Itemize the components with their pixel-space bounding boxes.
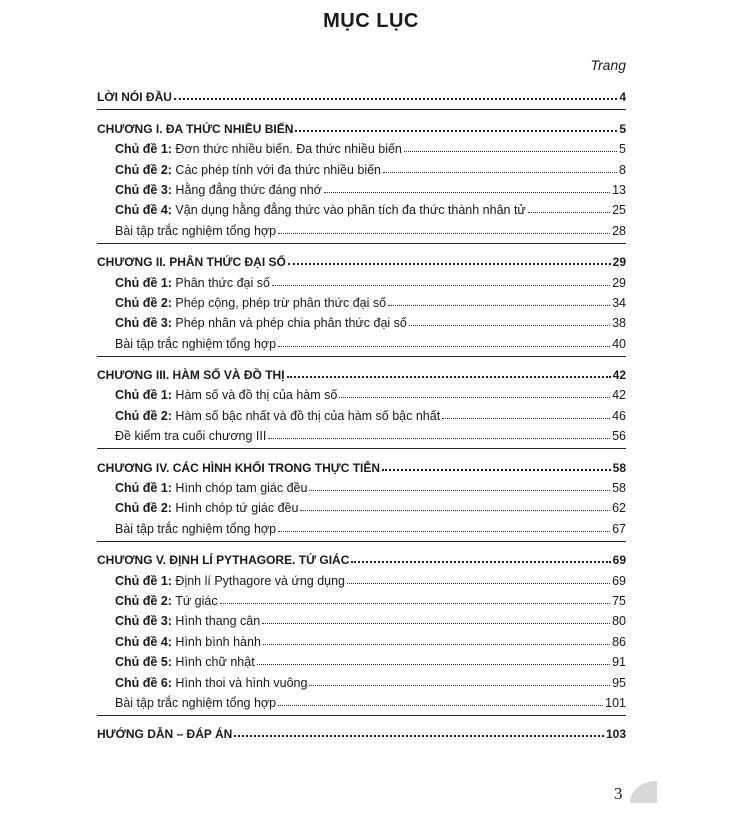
- toc-chapter-page: 58: [612, 460, 626, 475]
- toc-item-page: 86: [612, 634, 626, 649]
- toc-item-prefix: Chủ đề 1:: [115, 481, 172, 496]
- toc-item-page: 67: [612, 521, 626, 536]
- toc-preface-label: LỜI NÓI ĐẦU: [97, 90, 172, 105]
- dot-leader: [278, 705, 603, 706]
- toc-chapter-page: 29: [612, 255, 626, 270]
- toc-item-text: [115, 481, 307, 495]
- dot-leader: [309, 685, 610, 686]
- toc-item[interactable]: [97, 608, 626, 628]
- dot-leader: [272, 285, 610, 286]
- toc-item[interactable]: [97, 290, 626, 310]
- toc-item[interactable]: [97, 402, 626, 422]
- toc-item-page: 5: [619, 142, 626, 157]
- toc-item-prefix: Chủ đề 2:: [115, 593, 172, 608]
- toc-item[interactable]: [97, 628, 626, 648]
- toc-item-label: Bài tập trắc nghiệm tổng hợp: [115, 336, 277, 351]
- toc-item[interactable]: [97, 136, 626, 156]
- toc-item-page: 25: [612, 203, 626, 218]
- toc-item[interactable]: [97, 690, 626, 710]
- toc-item-label: Hàm số và đồ thị của hàm số: [171, 388, 338, 403]
- toc-item-text: [115, 501, 298, 515]
- toc-chapter-page: 69: [612, 553, 626, 568]
- toc-item-label: Định lí Pythagore và ứng dụng: [171, 573, 346, 588]
- toc-item-prefix: Chủ đề 4:: [115, 203, 172, 218]
- toc-item[interactable]: [97, 197, 626, 217]
- toc-item-page: 40: [612, 336, 626, 351]
- dot-leader: [278, 233, 610, 234]
- toc-item-prefix: Chủ đề 5:: [115, 655, 172, 670]
- toc-chapter[interactable]: [97, 547, 626, 567]
- toc-item[interactable]: [97, 588, 626, 608]
- toc-item-text: [115, 594, 218, 608]
- toc-item-label: Phép cộng, phép trừ phân thức đại số: [171, 295, 387, 310]
- toc-item-label: Tứ giác: [171, 593, 218, 608]
- toc-item-prefix: Chủ đề 1:: [115, 388, 172, 403]
- toc-item-page: 58: [612, 481, 626, 496]
- toc-item-page: 8: [619, 162, 626, 177]
- toc-item-prefix: Chủ đề 1:: [115, 142, 172, 157]
- dot-leader: [174, 98, 617, 100]
- toc-item-text: [115, 696, 276, 710]
- toc-item-label: Hình bình hành: [171, 634, 261, 649]
- dot-leader: [383, 172, 617, 173]
- toc-item-page: 69: [612, 573, 626, 588]
- dot-leader: [404, 151, 617, 152]
- toc-item-prefix: Chủ đề 2:: [115, 501, 172, 516]
- toc-item-page: 80: [612, 614, 626, 629]
- toc-item-label: Bài tập trắc nghiệm tổng hợp: [115, 521, 277, 536]
- dot-leader: [347, 583, 610, 584]
- toc-item-text: [115, 574, 345, 588]
- toc-item[interactable]: [97, 567, 626, 587]
- dot-leader: [262, 623, 610, 624]
- toc-item-text: [115, 183, 322, 197]
- toc-chapter-title: CHƯƠNG IV. CÁC HÌNH KHỐI TRONG THỰC TIỄN: [97, 460, 381, 475]
- toc-item-prefix: Chủ đề 1:: [115, 573, 172, 588]
- toc-chapter-page: 42: [612, 368, 626, 383]
- toc-item-text: [115, 522, 276, 536]
- toc-item-prefix: Chủ đề 2:: [115, 295, 172, 310]
- dot-leader: [351, 561, 610, 563]
- toc-item-prefix: Chủ đề 1:: [115, 275, 172, 290]
- toc-item-label: Đơn thức nhiều biến. Đa thức nhiều biến: [171, 142, 402, 157]
- toc-item-text: [115, 388, 337, 402]
- dot-leader: [268, 438, 610, 439]
- toc-answers-label: HƯỚNG DẪN – ĐÁP ÁN: [97, 727, 233, 742]
- toc-item-prefix: Chủ đề 3:: [115, 316, 172, 331]
- toc-item[interactable]: [97, 475, 626, 495]
- toc-item-text: [115, 224, 276, 238]
- toc-item-prefix: Chủ đề 6:: [115, 675, 172, 690]
- toc-item-page: 28: [612, 223, 626, 238]
- toc-item-text: [115, 409, 440, 423]
- toc-item-text: [115, 676, 307, 690]
- page-column-label: Trang: [590, 57, 626, 73]
- toc-item-page: 56: [612, 429, 626, 444]
- toc-item-label: Hàm số bậc nhất và đồ thị của hàm số bậc nhất: [171, 408, 441, 423]
- toc-item-page: 42: [612, 388, 626, 403]
- toc-item-page: 34: [612, 295, 626, 310]
- dot-leader: [257, 664, 610, 665]
- toc-item-text: [115, 316, 407, 330]
- toc-item-prefix: Chủ đề 2:: [115, 408, 172, 423]
- toc-item-text: [115, 655, 255, 669]
- page-number: 3: [614, 784, 623, 803]
- toc-item-text: [115, 635, 261, 649]
- dot-leader: [388, 305, 610, 306]
- dot-leader: [263, 644, 610, 645]
- toc-item-label: Hằng đẳng thức đáng nhớ: [171, 182, 322, 197]
- dot-leader: [295, 130, 617, 132]
- toc-item-page: 91: [612, 655, 626, 670]
- dot-leader: [288, 263, 611, 265]
- toc-item-page: 101: [605, 695, 626, 710]
- dot-leader: [324, 192, 610, 193]
- toc-preface[interactable]: [97, 84, 626, 104]
- toc-item-page: 46: [612, 408, 626, 423]
- toc-item[interactable]: [97, 177, 626, 197]
- toc-item-prefix: Chủ đề 3:: [115, 182, 172, 197]
- toc-item[interactable]: [97, 382, 626, 402]
- toc-item-label: Hình thoi và hình vuông: [171, 675, 308, 690]
- toc-item-page: 13: [612, 182, 626, 197]
- toc-chapter-title: CHƯƠNG II. PHÂN THỨC ĐẠI SỐ: [97, 255, 286, 270]
- dot-leader: [220, 603, 610, 604]
- toc-item-text: [115, 296, 386, 310]
- toc-item-page: 29: [612, 275, 626, 290]
- toc-item-label: Các phép tính với đa thức nhiều biến: [171, 162, 382, 177]
- toc-item[interactable]: [97, 649, 626, 669]
- toc-item-page: 75: [612, 593, 626, 608]
- toc-item-prefix: Chủ đề 4:: [115, 634, 172, 649]
- toc-item[interactable]: [97, 669, 626, 689]
- toc-item-prefix: Chủ đề 3:: [115, 614, 172, 629]
- toc-item[interactable]: [97, 423, 626, 443]
- toc-item-text: [115, 276, 270, 290]
- toc-item-label: Hình thang cân: [171, 614, 261, 629]
- toc-item-text: [115, 337, 276, 351]
- toc-item-label: Hình chóp tứ giác đều: [171, 501, 299, 516]
- toc-item[interactable]: [97, 310, 626, 330]
- table-of-contents: [97, 84, 626, 741]
- dot-leader: [528, 212, 610, 213]
- dot-leader: [442, 418, 610, 419]
- toc-item[interactable]: [97, 269, 626, 289]
- toc-chapter-page: 5: [619, 121, 626, 136]
- toc-item-label: Đề kiểm tra cuối chương III: [115, 429, 267, 444]
- dot-leader: [300, 510, 610, 511]
- toc-item-page: 62: [612, 501, 626, 516]
- toc-item[interactable]: [97, 330, 626, 350]
- dot-leader: [234, 735, 604, 737]
- toc-item[interactable]: [97, 515, 626, 535]
- toc-item-page: 95: [612, 675, 626, 690]
- toc-answers-page: 103: [605, 727, 626, 742]
- toc-item-text: [115, 163, 381, 177]
- page-title: MỤC LỤC: [323, 10, 419, 32]
- toc-item-label: Hình chữ nhật: [171, 655, 255, 670]
- toc-item-label: Bài tập trắc nghiệm tổng hợp: [115, 223, 277, 238]
- dot-leader: [278, 346, 610, 347]
- toc-chapter-title: CHƯƠNG I. ĐA THỨC NHIỀU BIẾN: [97, 121, 294, 136]
- toc-preface-page: 4: [619, 90, 626, 105]
- toc-item-label: Hình chóp tam giác đều: [171, 481, 308, 496]
- toc-item-text: [115, 429, 266, 443]
- dot-leader: [309, 490, 610, 491]
- toc-answers[interactable]: [97, 721, 626, 741]
- dot-leader: [287, 376, 611, 378]
- toc-item-label: Bài tập trắc nghiệm tổng hợp: [115, 695, 277, 710]
- toc-item-prefix: Chủ đề 2:: [115, 162, 172, 177]
- dot-leader: [339, 397, 610, 398]
- toc-chapter-title: CHƯƠNG V. ĐỊNH LÍ PYTHAGORE. TỨ GIÁC: [97, 553, 350, 568]
- page-corner-decoration: [630, 781, 657, 803]
- toc-item-text: [115, 614, 260, 628]
- toc-item-page: 38: [612, 316, 626, 331]
- toc-item-text: [115, 203, 526, 217]
- chapters-container: [97, 104, 626, 710]
- toc-chapter[interactable]: [97, 362, 626, 382]
- toc-chapter[interactable]: [97, 249, 626, 269]
- dot-leader: [278, 531, 610, 532]
- toc-item-label: Phân thức đại số: [171, 275, 270, 290]
- dot-leader: [409, 325, 610, 326]
- toc-item[interactable]: [97, 156, 626, 176]
- toc-item-label: Vận dụng hằng đẳng thức vào phân tích đa thức thành nhân tử: [171, 203, 526, 218]
- toc-item[interactable]: [97, 495, 626, 515]
- dot-leader: [382, 469, 611, 471]
- toc-chapter[interactable]: [97, 454, 626, 474]
- toc-item[interactable]: [97, 217, 626, 237]
- toc-item-label: Phép nhân và phép chia phân thức đại số: [171, 316, 407, 331]
- toc-chapter[interactable]: [97, 115, 626, 135]
- toc-item-text: [115, 142, 402, 156]
- toc-chapter-title: CHƯƠNG III. HÀM SỐ VÀ ĐỒ THỊ: [97, 368, 285, 383]
